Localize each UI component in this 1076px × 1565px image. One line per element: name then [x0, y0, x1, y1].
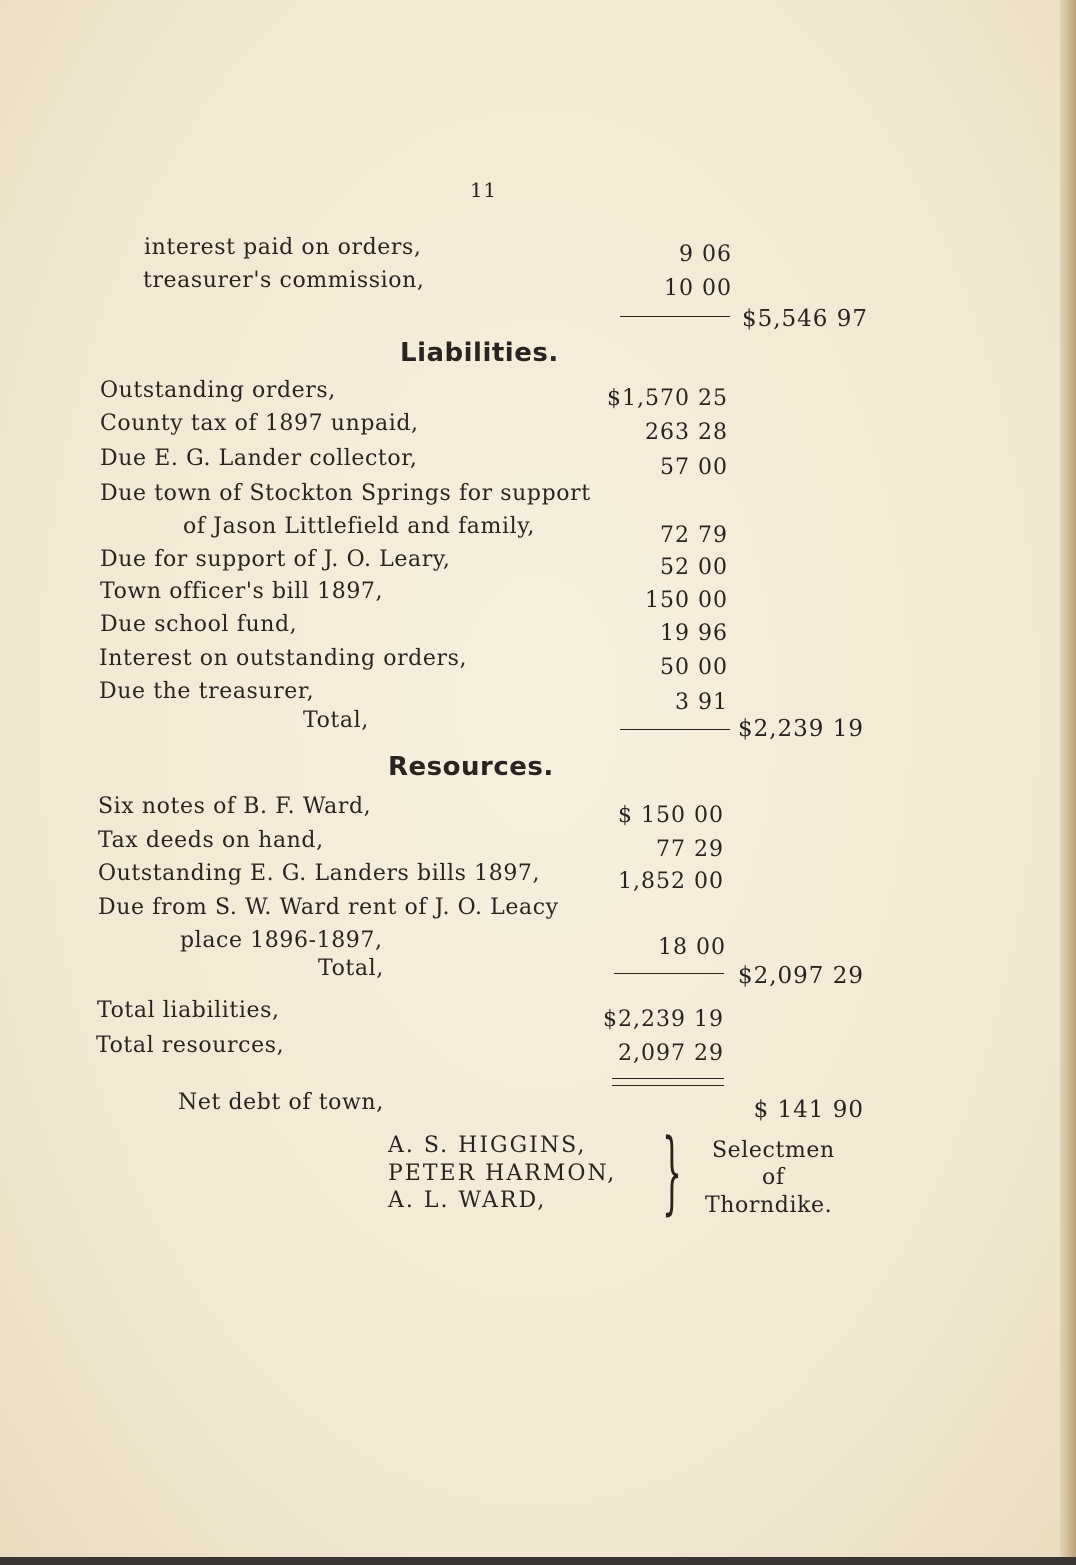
liability-amount: 52 00 [660, 555, 728, 580]
net-debt-rule-double [612, 1085, 724, 1086]
signatory-name: A. L. WARD, [388, 1188, 547, 1213]
liability-label: Due the treasurer, [99, 679, 315, 704]
liability-label: Due E. G. Lander collector, [100, 446, 418, 471]
page-spine [1060, 0, 1076, 1565]
liabilities-heading: Liabilities. [400, 338, 559, 368]
resource-label: Outstanding E. G. Landers bills 1897, [98, 861, 541, 886]
net-debt-rule [612, 1078, 724, 1079]
liability-amount: 50 00 [660, 655, 728, 680]
total-liabilities-label: Total liabilities, [97, 998, 280, 1023]
resource-label-continued: place 1896-1897, [180, 928, 383, 953]
signature-title-line: of [762, 1165, 785, 1190]
resource-label: Due from S. W. Ward rent of J. O. Leacy [98, 895, 559, 920]
signature-title-line: Thorndike. [705, 1193, 833, 1218]
page-number: 11 [470, 178, 497, 202]
signature-title-line: Selectmen [712, 1138, 835, 1163]
liability-amount: $1,570 25 [607, 386, 728, 411]
liability-label: Due town of Stockton Springs for support [100, 481, 591, 506]
liabilities-sum-rule [620, 729, 730, 730]
expense-sum-rule [620, 316, 730, 317]
expense-amount-interest: 9 06 [679, 242, 732, 267]
liability-amount: 72 79 [660, 523, 728, 548]
signatory-name: PETER HARMON, [388, 1161, 617, 1186]
liability-amount: 3 91 [675, 690, 728, 715]
signatory-name: A. S. HIGGINS, [388, 1133, 587, 1158]
resources-heading: Resources. [388, 752, 554, 782]
liability-label: Interest on outstanding orders, [99, 646, 468, 671]
liability-label: Outstanding orders, [100, 378, 336, 403]
expense-amount-commission: 10 00 [664, 276, 732, 301]
resource-label: Six notes of B. F. Ward, [98, 794, 372, 819]
liability-amount: 150 00 [645, 588, 728, 613]
total-liabilities-amount: $2,239 19 [603, 1007, 724, 1032]
liability-label: Due school fund, [100, 612, 298, 637]
liability-label-continued: of Jason Littlefield and family, [183, 514, 535, 539]
total-resources-label: Total resources, [96, 1033, 285, 1058]
expense-label-commission: treasurer's commission, [143, 268, 425, 293]
net-debt-amount: $ 141 90 [753, 1097, 864, 1123]
resource-label: Tax deeds on hand, [98, 828, 324, 853]
resource-amount: $ 150 00 [618, 803, 724, 828]
liability-label: County tax of 1897 unpaid, [100, 411, 419, 436]
liabilities-total: $2,239 19 [737, 716, 864, 742]
resources-sum-rule [614, 973, 724, 974]
liability-label: Town officer's bill 1897, [100, 579, 384, 604]
liability-label: Due for support of J. O. Leary, [100, 547, 451, 572]
resources-total-label: Total, [318, 956, 384, 981]
liability-amount: 19 96 [660, 621, 728, 646]
resources-total: $2,097 29 [737, 963, 864, 989]
expense-total: $5,546 97 [741, 306, 868, 332]
net-debt-label: Net debt of town, [178, 1090, 384, 1115]
resource-amount: 18 00 [658, 935, 726, 960]
signature-brace: } [662, 1120, 683, 1225]
page-bottom-edge [0, 1557, 1076, 1565]
liabilities-total-label: Total, [303, 708, 369, 733]
liability-amount: 263 28 [645, 420, 728, 445]
total-resources-amount: 2,097 29 [618, 1041, 724, 1066]
resource-amount: 1,852 00 [618, 869, 724, 894]
liability-amount: 57 00 [660, 455, 728, 480]
expense-label-interest: interest paid on orders, [144, 235, 422, 260]
resource-amount: 77 29 [656, 837, 724, 862]
